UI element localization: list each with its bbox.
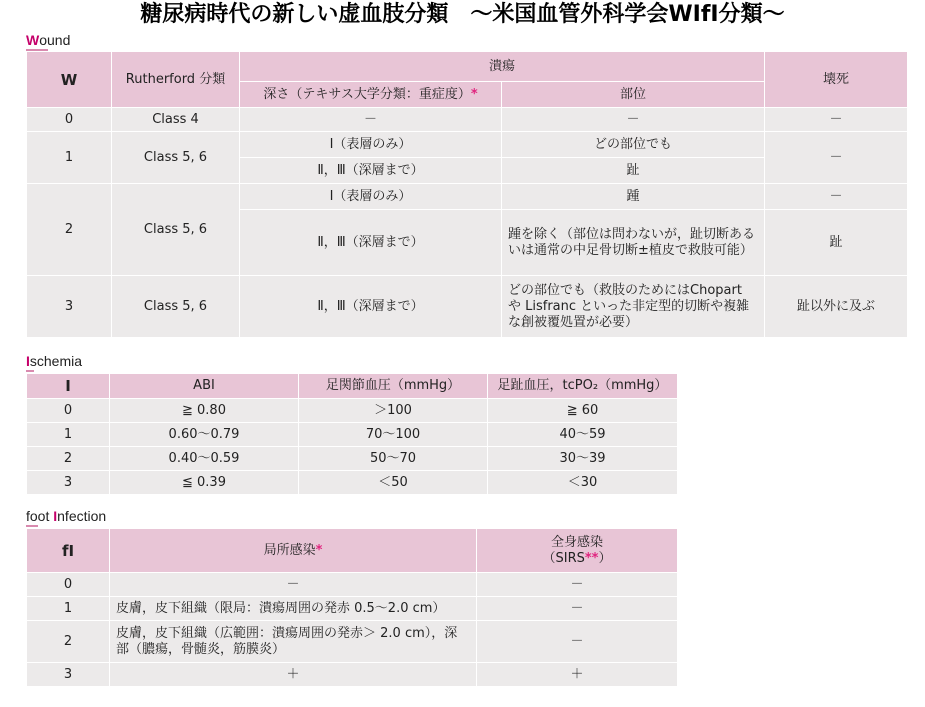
infection-section-label — [26, 508, 106, 524]
ischemia-cell: 40～59 — [488, 423, 678, 447]
wound-row3-necrosis: 趾以外に及ぶ — [765, 276, 908, 338]
infection-row3-systemic: ＋ — [477, 663, 678, 687]
infection-row1-local: 皮膚，皮下組織（限局：潰瘍周囲の発赤 0.5～2.0 cm） — [110, 597, 477, 621]
wound-row3-class: Class 5, 6 — [112, 276, 240, 338]
ischemia-cell: ＞100 — [299, 399, 488, 423]
ischemia-cell: 0.40～0.59 — [110, 447, 299, 471]
wound-row0-necrosis: － — [765, 108, 908, 132]
wound-head-necrosis: 壊死 — [765, 52, 908, 108]
infection-head-systemic-mark: ** — [584, 550, 599, 566]
infection-head-local — [110, 529, 477, 573]
infection-label-initial: I — [53, 508, 58, 524]
infection-head-fi: fI — [27, 529, 110, 573]
ischemia-cell: 30～39 — [488, 447, 678, 471]
wound-label-rest: ound — [39, 32, 71, 48]
wound-row1-depth-a: Ⅰ（表層のみ） — [240, 132, 502, 158]
wound-row2-necrosis-b: 趾 — [765, 210, 908, 276]
wound-head-ulcer: 潰瘍 — [240, 52, 765, 82]
ischemia-head-i: I — [27, 374, 110, 399]
infection-label-underline — [26, 525, 38, 527]
ischemia-cell: 2 — [27, 447, 110, 471]
infection-row0-fi: 0 — [27, 573, 110, 597]
ischemia-cell: 50～70 — [299, 447, 488, 471]
wound-row3-depth: Ⅱ，Ⅲ（深層まで） — [240, 276, 502, 338]
ischemia-label-initial: I — [26, 353, 30, 369]
wound-head-depth-mark: * — [470, 86, 478, 102]
wound-row1-necrosis: － — [765, 132, 908, 184]
infection-row2-fi: 2 — [27, 621, 110, 663]
infection-head-local-text: 局所感染 — [263, 542, 316, 558]
ischemia-cell: ≧ 0.80 — [110, 399, 299, 423]
wound-row0-class: Class 4 — [112, 108, 240, 132]
infection-row1-systemic: － — [477, 597, 678, 621]
wound-row1-site-a: どの部位でも — [502, 132, 765, 158]
wound-row2-class: Class 5, 6 — [112, 184, 240, 276]
infection-row2-local: 皮膚，皮下組織（広範囲：潰瘍周囲の発赤＞ 2.0 cm），深部（膿瘍，骨髄炎，筋膜炎） — [110, 621, 477, 663]
ischemia-cell: 0 — [27, 399, 110, 423]
wound-row2-depth-b: Ⅱ，Ⅲ（深層まで） — [240, 210, 502, 276]
ischemia-cell: ＜50 — [299, 471, 488, 495]
ischemia-section-label — [26, 353, 82, 369]
wound-row0-w: 0 — [27, 108, 112, 132]
ischemia-head-toe-pressure: 足趾血圧，tcPO₂（mmHg） — [488, 374, 678, 399]
infection-label-rest: nfection — [57, 508, 107, 524]
ischemia-table — [26, 373, 678, 495]
ischemia-cell: ≦ 0.39 — [110, 471, 299, 495]
wound-head-depth-text: 深さ（テキサス大学分類：重症度） — [263, 86, 471, 102]
infection-head-systemic-2: （SIRS — [542, 550, 585, 566]
infection-row1-fi: 1 — [27, 597, 110, 621]
infection-table — [26, 528, 678, 687]
wound-row2-necrosis-a: － — [765, 184, 908, 210]
wound-head-site: 部位 — [502, 82, 765, 108]
infection-row2-systemic: － — [477, 621, 678, 663]
wound-head-w: W — [27, 52, 112, 108]
infection-row3-local: ＋ — [110, 663, 477, 687]
ischemia-label-rest: schemia — [29, 353, 83, 369]
wound-head-depth — [240, 82, 502, 108]
ischemia-label-underline — [26, 370, 34, 372]
wound-label-initial: W — [26, 32, 40, 48]
wound-row1-class: Class 5, 6 — [112, 132, 240, 184]
wound-row1-site-b: 趾 — [502, 158, 765, 184]
ischemia-cell: ＜30 — [488, 471, 678, 495]
wound-row1-depth-b: Ⅱ，Ⅲ（深層まで） — [240, 158, 502, 184]
wound-row3-site: どの部位でも（救肢のためにはChopart や Lisfranc といった非定型的切断や複雑な創被覆処置が必要） — [502, 276, 765, 338]
infection-head-systemic-3: ） — [598, 550, 612, 566]
wound-row2-site-b: 踵を除く（部位は問わないが，趾切断あるいは通常の中足骨切断±植皮で救肢可能） — [502, 210, 765, 276]
wound-section-label — [26, 32, 70, 48]
ischemia-cell: 1 — [27, 423, 110, 447]
infection-head-systemic-1: 全身感染 — [550, 534, 603, 550]
ischemia-head-ankle-pressure: 足関節血圧（mmHg） — [299, 374, 488, 399]
ischemia-cell: 3 — [27, 471, 110, 495]
ischemia-cell: 0.60～0.79 — [110, 423, 299, 447]
page-title: 糖尿病時代の新しい虚血肢分類 ～米国血管外科学会WIfI分類～ — [140, 2, 785, 27]
infection-head-systemic — [477, 529, 678, 573]
infection-row0-systemic: － — [477, 573, 678, 597]
wound-row2-site-a: 踵 — [502, 184, 765, 210]
ischemia-head-abi: ABI — [110, 374, 299, 399]
infection-row3-fi: 3 — [27, 663, 110, 687]
wound-row0-depth: － — [240, 108, 502, 132]
wound-row0-site: － — [502, 108, 765, 132]
wound-head-rutherford: Rutherford 分類 — [112, 52, 240, 108]
wound-row1-w: 1 — [27, 132, 112, 184]
ischemia-cell: ≧ 60 — [488, 399, 678, 423]
wound-row3-w: 3 — [27, 276, 112, 338]
infection-head-local-mark: * — [315, 542, 323, 558]
infection-label-pre: foot — [26, 508, 54, 524]
infection-row0-local: － — [110, 573, 477, 597]
wound-row2-depth-a: Ⅰ（表層のみ） — [240, 184, 502, 210]
wound-table — [26, 51, 908, 338]
ischemia-cell: 70～100 — [299, 423, 488, 447]
wound-row2-w: 2 — [27, 184, 112, 276]
